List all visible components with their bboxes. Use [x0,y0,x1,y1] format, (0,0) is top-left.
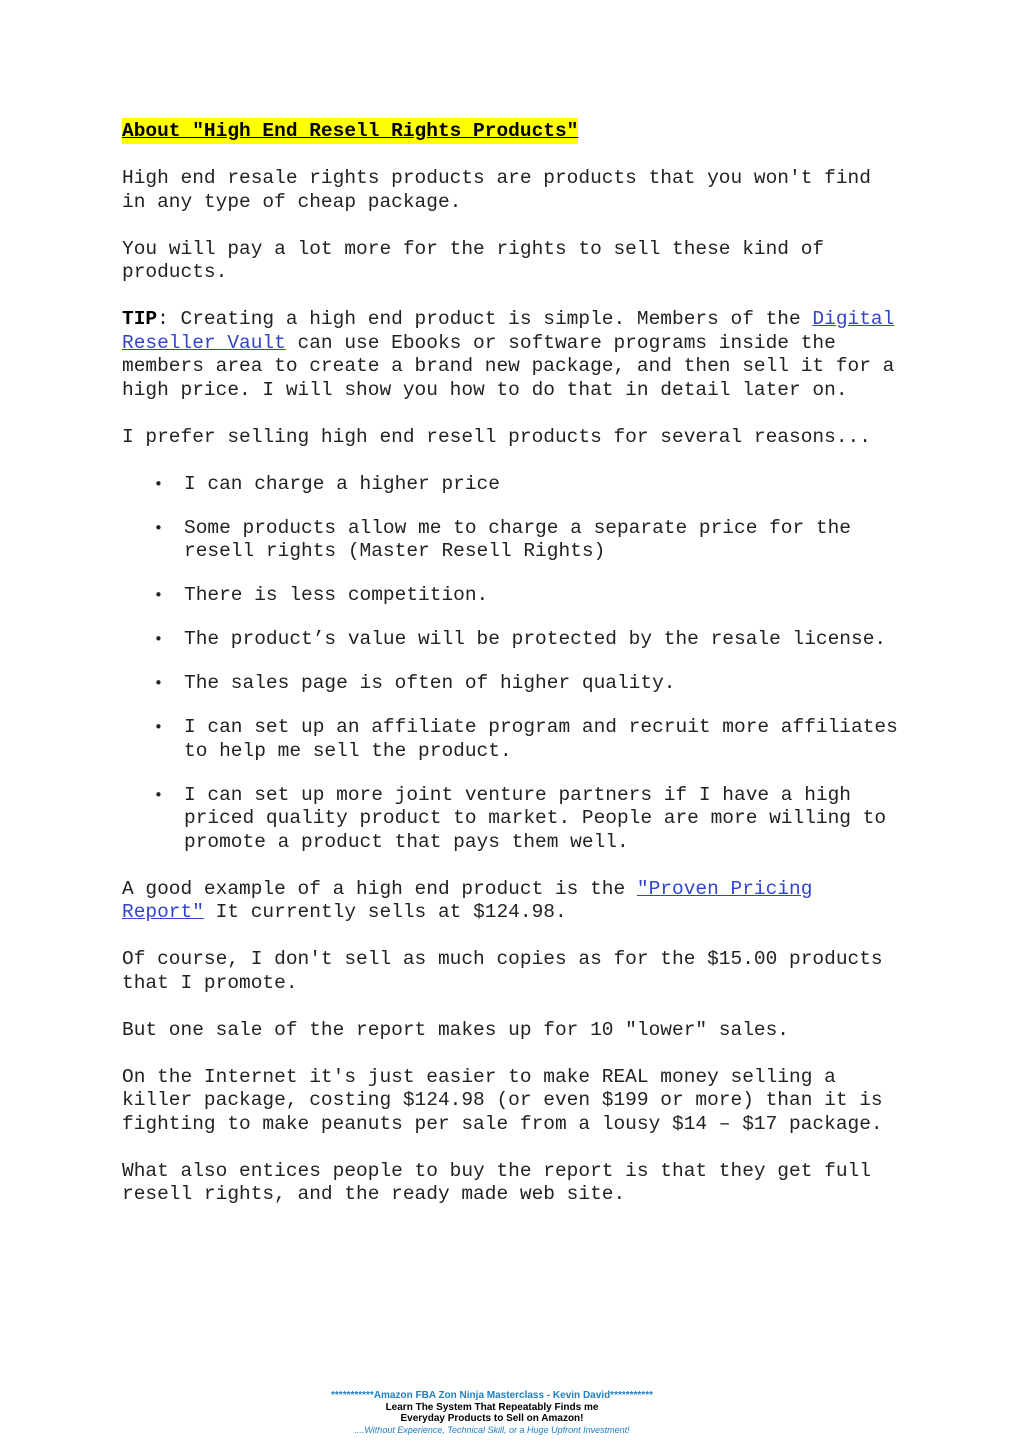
list-item [154,716,902,763]
document-page [122,118,902,1230]
tip-text-before: Creating a high end product is simple. Members of the [168,308,813,330]
bullet-icon: • [154,630,163,648]
example-text-after: It currently sells at $124.98. [203,901,567,923]
proven-pricing-report-link[interactable]: "Proven Pricing Report" [122,877,813,923]
list-item-text: The sales page is often of higher quality. [184,672,676,694]
digital-reseller-vault-link[interactable]: Digital Reseller Vault [122,308,895,354]
example-text-before: A good example of a high end product is the [122,877,637,900]
list-item-text: I can charge a higher price [184,472,500,495]
footer-ad[interactable] [0,1390,984,1436]
paragraph-price: You will pay a lot more for the rights to sell these kind of products. [122,237,825,283]
list-item-text: I can set up more joint venture partners if I have a high priced quality product to market. People are more willing to promote a product that pays them well. [184,783,887,853]
list-item [154,472,902,497]
bullet-icon: • [154,674,163,692]
list-item [154,783,902,855]
paragraph-example [122,878,902,925]
paragraph-entices: What also entices people to buy the report is that they get full resell rights, and the ready made web site. [122,1159,871,1205]
paragraph-internet: On the Internet it's just easier to make REAL money selling a killer package, costing $124.98 (or even $199 or more) than it is fighting to make peanuts per sale from a lousy $14 – $17 package. [122,1065,883,1135]
bullet-icon: • [154,518,163,537]
bullet-icon: • [154,785,163,804]
list-item [154,628,902,652]
list-item-text: I can set up an affiliate program and recruit more affiliates to help me sell the product. [184,716,898,762]
paragraph-one-sale: But one sale of the report makes up for 10 "lower" sales. [122,1018,790,1041]
list-item-text: Some products allow me to charge a separate price for the resell rights (Master Resell Rights) [184,516,852,562]
footer-ad-tagline: ....Without Experience, Technical Skill, or a Huge Upfront Investment! [354,1424,630,1435]
list-item [154,584,902,608]
footer-ad-title[interactable]: ***********Amazon FBA Zon Ninja Masterclass - Kevin David*********** [331,1390,653,1401]
bullet-icon: • [154,474,163,493]
footer-ad-line: Everyday Products to Sell on Amazon! [400,1413,584,1424]
section-heading: About "High End Resell Rights Products" [122,120,579,142]
list-item [154,516,902,564]
list-item-text: The product’s value will be protected by the resale license. [184,628,887,650]
paragraph-tip [122,308,902,402]
bullet-icon: • [154,718,163,736]
paragraph-copies: Of course, I don't sell as much copies as for the $15.00 products that I promote. [122,948,883,994]
tip-label: TIP [122,308,158,330]
bullet-icon: • [154,586,163,604]
paragraph-intro: High end resale rights products are products that you won't find in any type of cheap package. [122,167,871,213]
paragraph-reasons: I prefer selling high end resell products for several reasons... [122,425,871,448]
list-item-text: There is less competition. [184,584,489,606]
tip-colon: : [157,308,169,330]
list-item [154,672,902,696]
reasons-list [122,473,902,855]
footer-ad-line: Learn The System That Repeatably Finds me [385,1401,599,1413]
tip-text-after: can use Ebooks or software programs inside the members area to create a brand new package, and then sell it for a high price. I will show you how to do that in detail later on. [122,331,895,401]
